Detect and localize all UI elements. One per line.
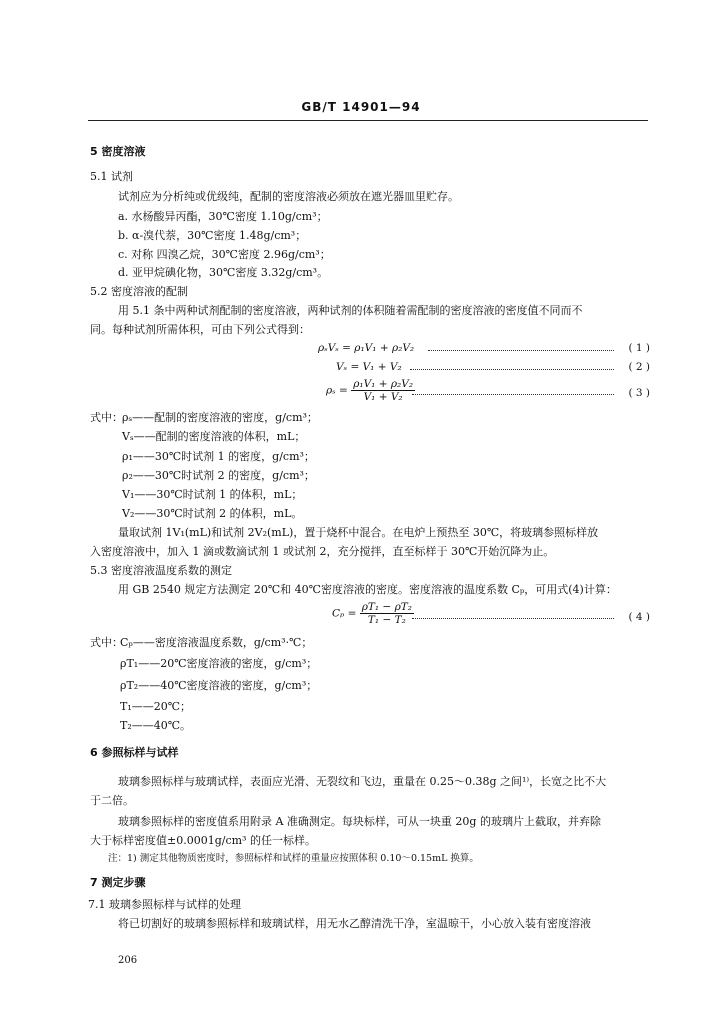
paragraph-line: 用 5.1 条中两种试剂配制的密度溶液，两种试剂的体积随着需配制的密度溶液的密度值不同而不: [118, 304, 583, 317]
variable-definition: ρ₂——30℃时试剂 2 的密度，g/cm³；: [122, 469, 315, 482]
equation-3-fraction: [351, 378, 415, 403]
section-5-2-title: 5.2 密度溶液的配制: [90, 285, 188, 298]
footnote: 注：1) 测定其他物质密度时，参照标样和试样的重量应按照体积 0.10～0.15mL 换算。: [108, 853, 479, 864]
section-5-1-title: 5.1 试剂: [90, 170, 133, 183]
equation-3-numerator: ρ₁V₁ + ρ₂V₂: [353, 378, 414, 390]
section-5-3-title: 5.3 密度溶液温度系数的测定: [90, 564, 232, 577]
equation-3: [326, 378, 415, 403]
variable-definition: V₁——30℃时试剂 1 的体积，mL；: [122, 488, 303, 501]
equation-number: ( 3 ): [628, 387, 650, 399]
leader-dots: [410, 369, 614, 370]
where-label: 式中：: [90, 411, 123, 424]
header-rule: [88, 120, 648, 121]
paragraph-line: 量取试剂 1V₁(mL)和试剂 2V₂(mL)，置于烧杯中混合。在电炉上预热至 30℃，将玻璃参照标样放: [118, 526, 599, 539]
section-7-title: 7 测定步骤: [90, 876, 146, 889]
equation-number: ( 1 ): [628, 342, 650, 354]
equation-1: ρₛVₛ = ρ₁V₁ + ρ₂V₂: [318, 342, 415, 354]
equation-number: ( 2 ): [628, 361, 650, 373]
variable-definition: ρT₂——40℃密度溶液的密度，g/cm³；: [120, 679, 318, 692]
variable-definition: Vₛ——配制的密度溶液的体积，mL；: [122, 430, 306, 443]
equation-4: [332, 601, 414, 626]
variable-definition: ρₛ——配制的密度溶液的密度，g/cm³；: [122, 411, 318, 424]
leader-dots: [412, 394, 614, 395]
reagent-item: c. 对称 四溴乙烷，30℃密度 2.96g/cm³；: [118, 248, 331, 261]
variable-definition: ρ₁——30℃时试剂 1 的密度，g/cm³；: [122, 450, 315, 463]
paragraph-line: 大于标样密度值±0.0001g/cm³ 的任一标样。: [90, 834, 316, 847]
equation-4-denominator: T₁ − T₂: [367, 614, 406, 626]
variable-definition: T₂——40℃。: [120, 719, 192, 732]
section-6-title: 6 参照标样与试样: [90, 746, 179, 759]
leader-dots: [428, 350, 614, 351]
equation-4-lhs: Cₚ =: [332, 607, 357, 620]
variable-definition: T₁——20℃；: [120, 700, 192, 713]
reagent-item: d. 亚甲烷碘化物，30℃密度 3.32g/cm³。: [118, 266, 329, 279]
paragraph-line: 入密度溶液中，加入 1 滴或数滴试剂 1 或试剂 2，充分搅拌，直至标样于 30℃开始沉降为止。: [90, 545, 555, 558]
equation-3-denominator: V₁ + V₂: [363, 391, 403, 403]
leader-dots: [412, 618, 614, 619]
reagent-item: b. α-溴代萘，30℃密度 1.48g/cm³；: [118, 229, 307, 242]
paragraph-line: 同。每种试剂所需体积，可由下列公式得到：: [90, 323, 310, 336]
paragraph-line: 玻璃参照标样与玻璃试样，表面应光滑、无裂纹和飞边，重量在 0.25～0.38g 之间¹⁾，长宽之比不大: [118, 775, 607, 788]
where-label: 式中：: [90, 636, 123, 649]
variable-definition: V₂——30℃时试剂 2 的体积，mL。: [122, 507, 303, 520]
variable-definition: ρT₁——20℃密度溶液的密度，g/cm³；: [120, 657, 318, 670]
reagent-item: a. 水杨酸异丙酯，30℃密度 1.10g/cm³；: [118, 210, 328, 223]
paragraph-line: 用 GB 2540 规定方法测定 20℃和 40℃密度溶液的密度。密度溶液的温度系数 Cₚ，可用式(4)计算：: [118, 583, 617, 596]
section-5-title: 5 密度溶液: [90, 145, 146, 158]
page-header: GB/T 14901—94: [301, 100, 421, 114]
section-5-1-intro: 试剂应为分析纯或优级纯，配制的密度溶液必须放在遮光器皿里贮存。: [118, 190, 459, 203]
variable-definition: Cₚ——密度溶液温度系数，g/cm³·℃；: [120, 636, 313, 649]
section-7-1-title: 7.1 玻璃参照标样与试样的处理: [88, 898, 241, 911]
paragraph-line: 玻璃参照标样的密度值系用附录 A 准确测定。每块标样，可从一块重 20g 的玻璃片上截取，并弃除: [118, 815, 601, 828]
equation-3-lhs: ρₛ =: [326, 384, 348, 397]
paragraph-line: 于二倍。: [90, 794, 134, 807]
equation-number: ( 4 ): [628, 611, 650, 623]
paragraph-line: 将已切割好的玻璃参照标样和玻璃试样，用无水乙醇清洗干净，室温晾干，小心放入装有密度溶液: [118, 917, 591, 930]
equation-4-numerator: ρT₁ − ρT₂: [361, 601, 412, 613]
equation-2: Vₛ = V₁ + V₂: [336, 361, 402, 373]
equation-4-fraction: [360, 601, 414, 626]
page-number: 206: [118, 955, 138, 966]
